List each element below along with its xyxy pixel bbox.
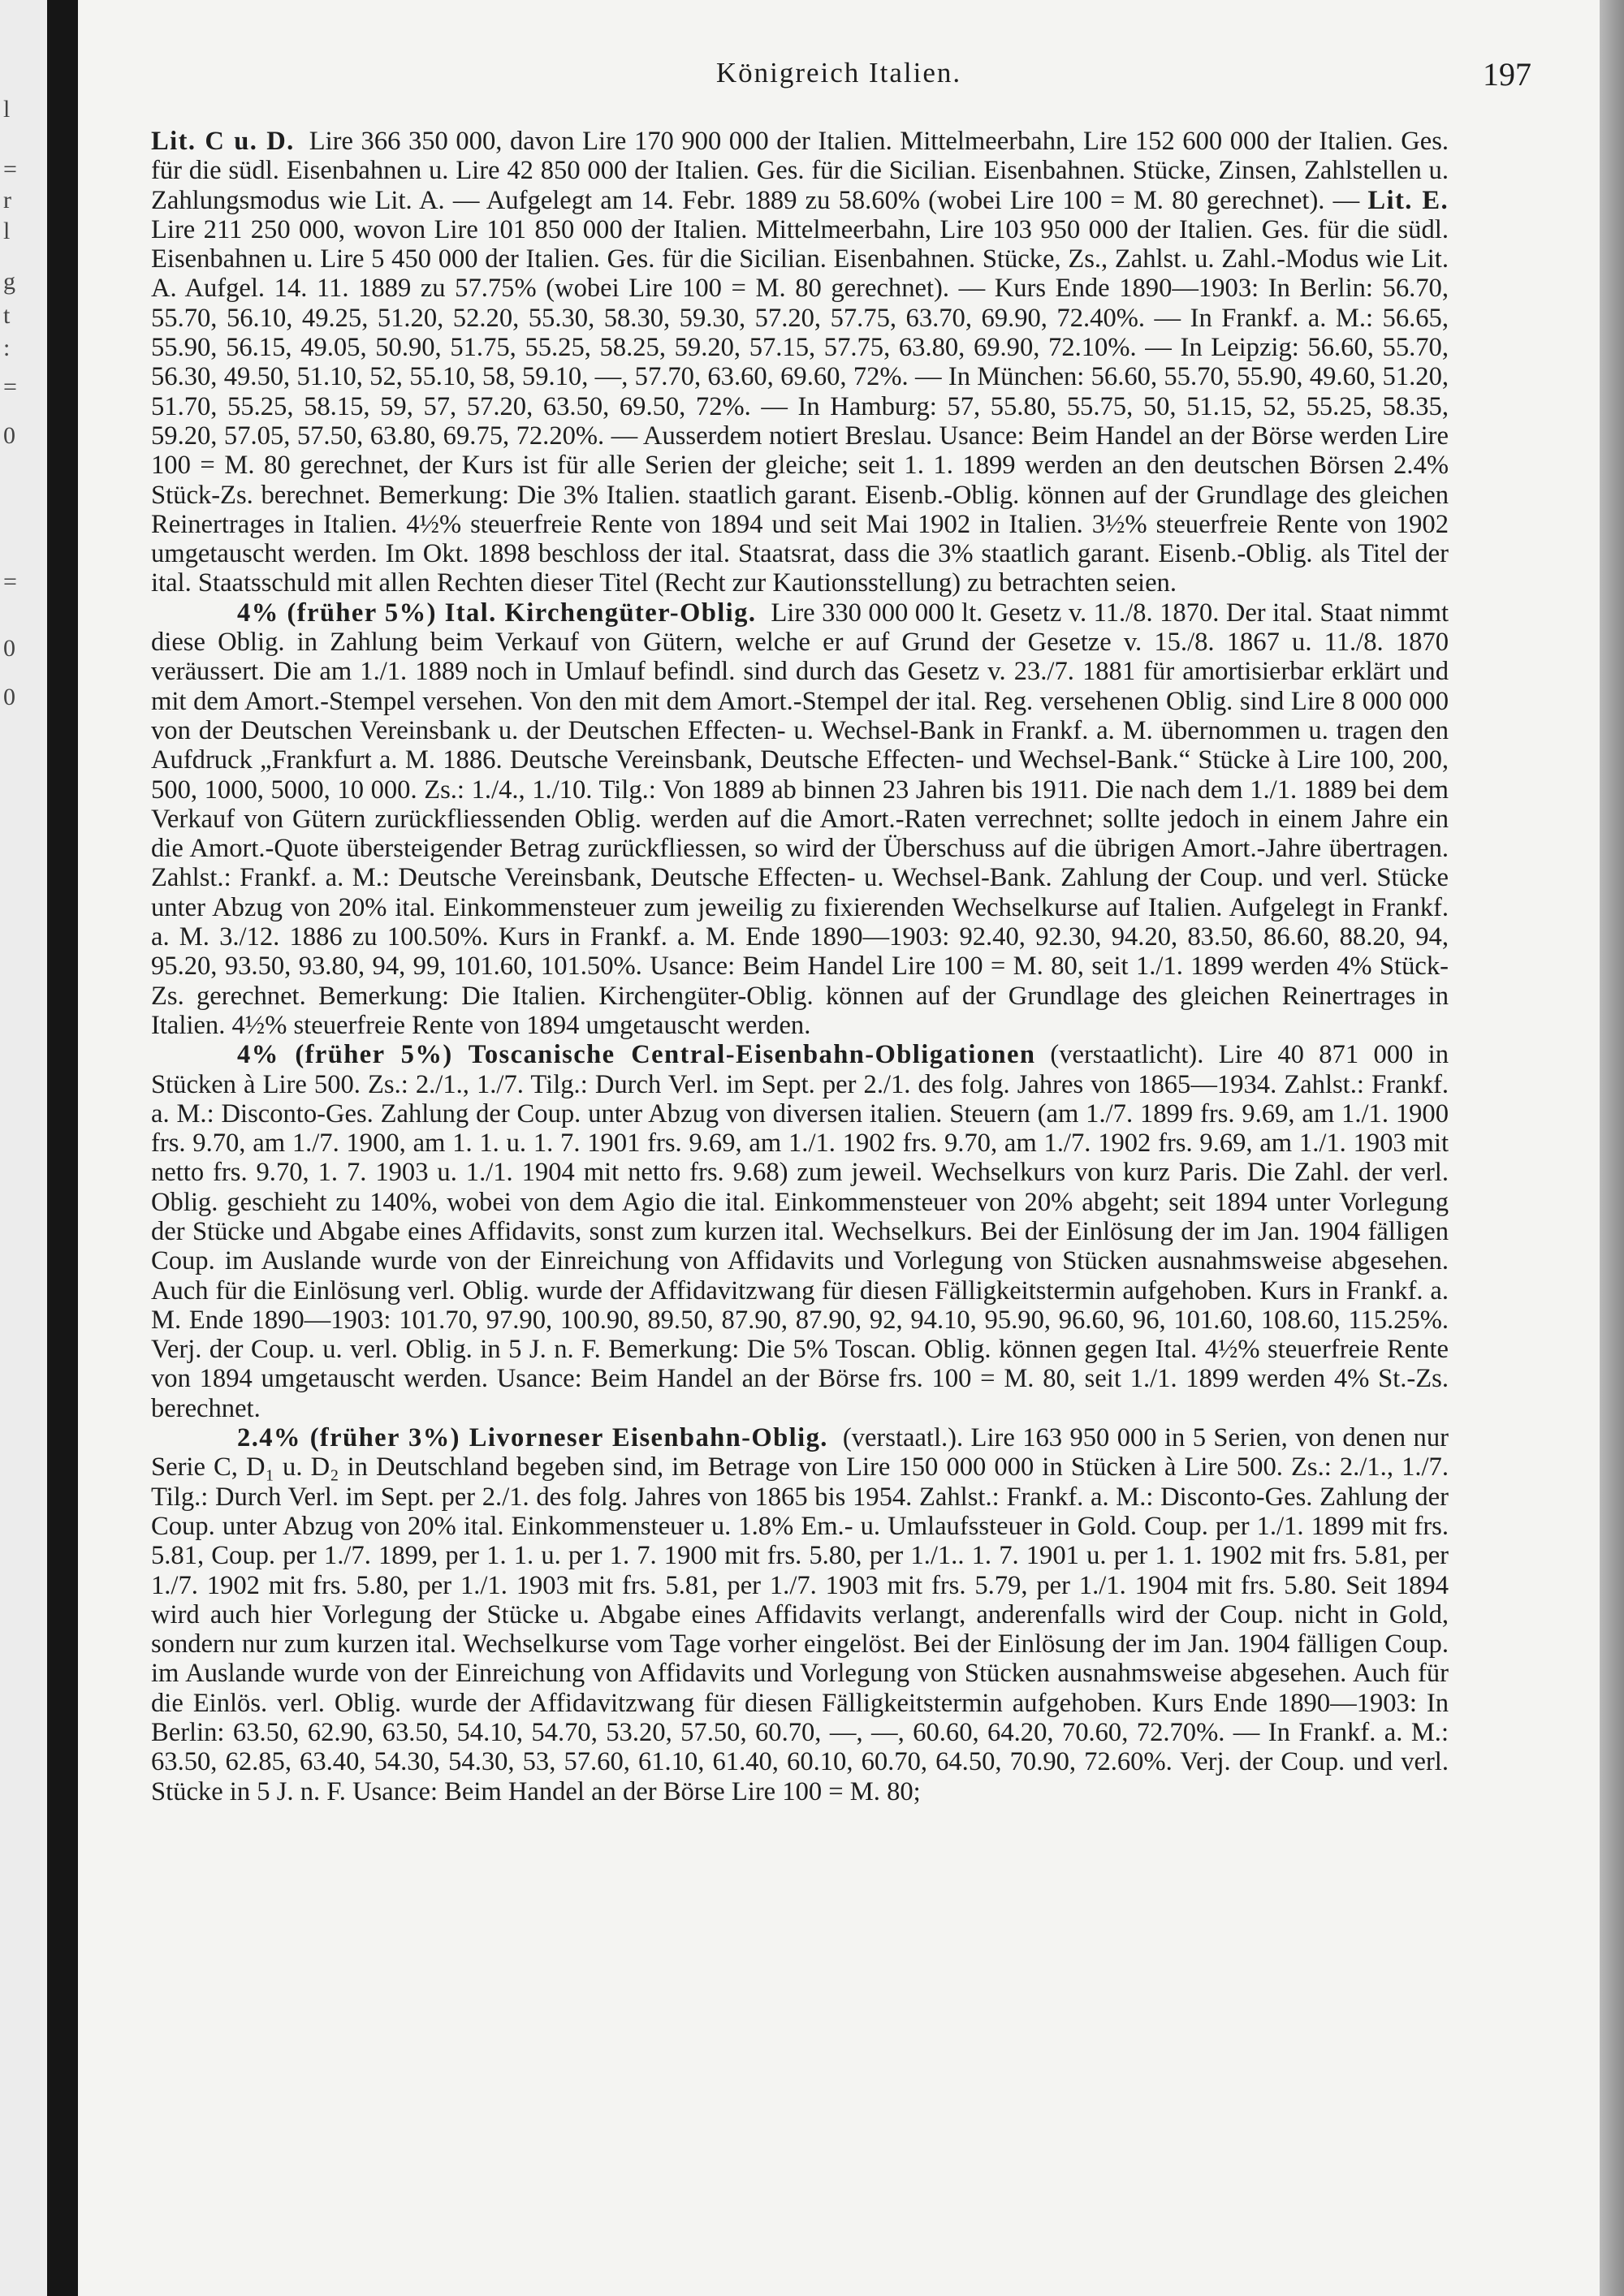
running-title: Königreich Italien. — [715, 57, 962, 88]
previous-page-margin — [0, 0, 48, 2296]
margin-fragment: t — [3, 302, 11, 329]
entry-heading: 4% (früher 5%) Toscanische Central-Eisenbahn-Obligationen — [237, 1040, 1036, 1070]
margin-fragment: l — [3, 96, 11, 123]
entry-text: (verstaatl.). Lire 163 950 000 in 5 Serien, von denen nur Serie C, D₁ u. D₂ in Deutschland begeben sind, im Betrage von Lire 150 000 000 in Stücken à Lire 500. Zs.: 2./1., 1./7. Tilg.: Durch Verl. im Sept. per 2./1. des folg. Jahres von 1865 bis 1954. Zahlst.: Frankf. a. M.: Disconto-Ges. Zahlung der Coup. unter Abzug von 20% ital. Einkommensteuer u. 1.8% Em.- u. Umlaufssteuer in Gold. Coup. per 1./1. 1899 mit frs. 5.81, Coup. per 1./7. 1899, per 1. 1. u. per 1. 7. 1900 mit frs. 5.80, per 1./1.. 1. 7. 1901 u. per 1. 1. 1902 mit frs. 5.81, per 1./7. 1902 mit frs. 5.80, per 1./1. 1903 mit frs. 5.81, per 1./7. 1903 mit frs. 5.79, per 1./1. 1904 mit frs. 5.80. Seit 1894 wird auch hier Vorlegung der Stücke u. Abgabe eines Affidavits verlangt, anderenfalls wird der Coup. nicht in Gold, sondern nur zum kurzen ital. Wechselkurse vom Tage vorher eingelöst. Bei der Einlösung der im Jan. 1904 fälligen Coup. im Auslande wurde von der Einreichung von Affidavits und Vorlegung von Stücken ausnahmsweise abgesehen. Auch für die Einlös. verl. Oblig. wurde der Affidavitzwang für diesen Fälligkeitstermin aufgehoben. Kurs Ende 1890—1903: In Berlin: 63.50, 62.90, 63.50, 54.10, 54.70, 53.20, 57.50, 60.70, —, —, 60.60, 64.20, 70.60, 72.70%. — In Frankf. a. M.: 63.50, 62.85, 63.40, 54.30, 54.30, 53, 57.60, 61.10, 61.40, 60.10, 60.70, 64.50, 70.90, 72.60%. Verj. der Coup. und verl. Stücke in 5 J. n. F. Usance: Beim Handel an der Börse Lire 100 = M. 80; — [151, 1423, 1449, 1806]
entry-heading: 2.4% (früher 3%) Livorneser Eisenbahn-Oblig. — [237, 1423, 828, 1453]
margin-fragment: 0 — [3, 422, 15, 449]
margin-fragment: 0 — [3, 684, 15, 710]
entry-text: (verstaatlicht). Lire 40 871 000 in Stücken à Lire 500. Zs.: 2./1., 1./7. Tilg.: Durch Verl. im Sept. per 2./1. des folg. Jahres von 1865—1934. Zahlst.: Frankf. a. M.: Disconto-Ges. Zahlung der Coup. unter Abzug von diversen italien. Steuern (am 1./7. 1899 frs. 9.69, am 1./1. 1900 frs. 9.70, am 1./7. 1900, am 1. 1. u. 1. 7. 1901 frs. 9.69, am 1./1. 1902 frs. 9.70, am 1./7. 1902 frs. 9.69, am 1./1. 1903 mit netto frs. 9.70, 1. 7. 1903 u. 1./1. 1904 mit netto frs. 9.68) zum jeweil. Wechselkurs von kurz Paris. Die Zahl. der verl. Oblig. geschieht zu 140%, wobei von dem Agio die ital. Einkommensteuer von 20% abgeht; seit 1894 unter Vorlegung der Stücke und Abgabe eines Affidavits, sonst zum kurzen ital. Wechselkurs. Bei der Einlösung der im Jan. 1904 fälligen Coup. im Auslande wurde von der Einreichung von Affidavits und Vorlegung von Stücken ausnahmsweise abgesehen. Auch für die Einlösung verl. Oblig. wurde der Affidavitzwang für diesen Fälligkeitstermin aufgehoben. Kurs in Frankf. a. M. Ende 1890—1903: 101.70, 97.90, 100.90, 89.50, 87.90, 87.90, 92, 94.10, 95.90, 96.60, 96, 101.60, 108.60, 115.25%. Verj. der Coup. u. verl. Oblig. in 5 J. n. F. Bemerkung: Die 5% Toscan. Oblig. können gegen Ital. 4½% steuerfreie Rente von 1894 umgetauscht werden. Usance: Beim Handel an der Börse frs. 100 = M. 80, seit 1./1. 1899 werden 4% St.-Zs. berechnet. — [151, 1040, 1449, 1423]
entry-text: Lire 211 250 000, wovon Lire 101 850 000 der Italien. Mittelmeerbahn, Lire 103 950 000 der Italien. Ges. für die südl. Eisenbahnen u. Lire 5 450 000 der Italien. Ges. für die Sicilian. Eisenbahnen. Stücke, Zs., Zahlst. u. Zahl.-Modus wie Lit. A. Aufgel. 14. 11. 1889 zu 57.75% (wobei Lire 100 = M. 80 gerechnet). — Kurs Ende 1890—1903: In Berlin: 56.70, 55.70, 56.10, 49.25, 51.20, 52.20, 55.30, 58.30, 59.30, 57.20, 57.75, 63.70, 69.90, 72.40%. — In Frankf. a. M.: 56.65, 55.90, 56.15, 49.05, 50.90, 51.75, 55.25, 58.25, 59.20, 57.15, 57.75, 63.80, 69.90, 72.10%. — In Leipzig: 56.60, 55.70, 56.30, 49.50, 51.10, 52, 55.10, 58, 59.10, —, 57.70, 63.60, 69.60, 72%. — In München: 56.60, 55.70, 55.90, 49.60, 51.20, 51.70, 55.25, 58.15, 59, 57, 57.20, 63.50, 69.50, 72%. — In Hamburg: 57, 55.80, 55.75, 50, 51.15, 52, 55.25, 58.35, 59.20, 57.05, 57.50, 63.80, 69.75, 72.20%. — Ausserdem notiert Breslau. Usance: Beim Handel an der Börse werden Lire 100 = M. 80 gerechnet, der Kurs ist für alle Serien der gleiche; seit 1. 1. 1899 werden an den deutschen Börsen 2.4% Stück-Zs. berechnet. Bemerkung: Die 3% Italien. staatlich garant. Eisenb.-Oblig. können auf der Grundlage des gleichen Reinertrages in Italien. 4½% steuerfreie Rente von 1894 und seit Mai 1902 in Italien. 3½% steuerfreie Rente von 1902 umgetauscht werden. Im Okt. 1898 beschloss der ital. Staatsrat, dass die 3% staatlich garant. Eisenb.-Oblig. als Titel der ital. Staatsschuld mit allen Rechten dieser Titel (Recht zur Kautionsstellung) zu betrachten seien. — [151, 214, 1449, 598]
margin-fragment: g — [3, 268, 15, 295]
margin-fragment: 0 — [3, 635, 15, 662]
entry-kirchengueter-oblig — [151, 598, 1449, 1040]
entry-text: Lire 330 000 000 lt. Gesetz v. 11./8. 1870. Der ital. Staat nimmt diese Oblig. in Zahlung beim Verkauf von Gütern, welche er auf Grund der Gesetze v. 15./8. 1867 u. 11./8. 1870 veräussert. Die am 1./1. 1889 noch in Umlauf befindl. sind durch das Gesetz v. 23./7. 1881 für amortisierbar erklärt und mit dem Amort.-Stempel versehen. Von den mit dem Amort.-Stempel der ital. Reg. versehenen Oblig. sind Lire 8 000 000 von der Deutschen Vereinsbank u. der Deutschen Effecten- u. Wechsel-Bank in Frankf. a. M. übernommen u. tragen den Aufdruck „Frankfurt a. M. 1886. Deutsche Vereinsbank, Deutsche Effecten- und Wechsel-Bank.“ Stücke à Lire 100, 200, 500, 1000, 5000, 10 000. Zs.: 1./4., 1./10. Tilg.: Von 1889 ab binnen 23 Jahren bis 1911. Die nach dem 1./1. 1889 bei dem Verkauf von Gütern zurückfliessenden Oblig. werden auf die Amort.-Raten verrechnet; sollte jedoch in einem Jahre ein die Amort.-Quote übersteigender Betrag zurückfliessen, so wird der Überschuss auf die übrigen Amort.-Jahre übertragen. Zahlst.: Frankf. a. M.: Deutsche Vereinsbank, Deutsche Effecten- u. Wechsel-Bank. Zahlung der Coup. und verl. Stücke unter Abzug von 20% ital. Einkommensteuer zum jeweilig zu fixierenden Wechselkurse auf Italien. Aufgelegt in Frankf. a. M. 3./12. 1886 zu 100.50%. Kurs in Frankf. a. M. Ende 1890—1903: 92.40, 92.30, 94.20, 83.50, 86.60, 88.20, 94, 95.20, 93.50, 93.80, 94, 99, 101.60, 101.50%. Usance: Beim Handel Lire 100 = M. 80, seit 1./1. 1899 werden 4% Stück-Zs. gerechnet. Bemerkung: Die Italien. Kirchengüter-Oblig. können auf der Grundlage des gleichen Reinertrages in Italien. 4½% steuerfreie Rente von 1894 umgetauscht werden. — [151, 598, 1449, 1040]
margin-fragment: = — [3, 568, 17, 595]
page-edge-shadow — [1600, 0, 1624, 2296]
margin-fragment: r — [3, 187, 11, 214]
running-head — [78, 57, 1600, 106]
margin-fragment: = — [3, 373, 17, 400]
entry-livorneser-eisenbahn — [151, 1423, 1449, 1806]
book-binding-gutter — [47, 0, 78, 2296]
entry-heading: Lit. C u. D. — [151, 127, 295, 156]
page-number: 197 — [1483, 56, 1531, 93]
margin-fragment: l — [3, 218, 11, 244]
margin-fragment: = — [3, 156, 17, 183]
entry-toscanische-eisenbahn — [151, 1040, 1449, 1423]
page-body — [151, 127, 1449, 1806]
entry-subheading: Lit. E. — [1367, 185, 1449, 215]
entry-heading: 4% (früher 5%) Ital. Kirchengüter-Oblig. — [237, 598, 757, 628]
entry-text: Lire 366 350 000, davon Lire 170 900 000 der Italien. Mittelmeerbahn, Lire 152 600 000 der Italien. Ges. für die südl. Eisenbahnen u. Lire 42 850 000 der Italien. Ges. für die Sicilian. Eisenbahnen. Stücke, Zinsen, Zahlstellen u. Zahlungsmodus wie Lit. A. — Aufgelegt am 14. Febr. 1889 zu 58.60% (wobei Lire 100 = M. 80 gerechnet). — — [151, 127, 1449, 215]
margin-fragment: : — [3, 334, 11, 361]
entry-lit-c-d — [151, 127, 1449, 598]
